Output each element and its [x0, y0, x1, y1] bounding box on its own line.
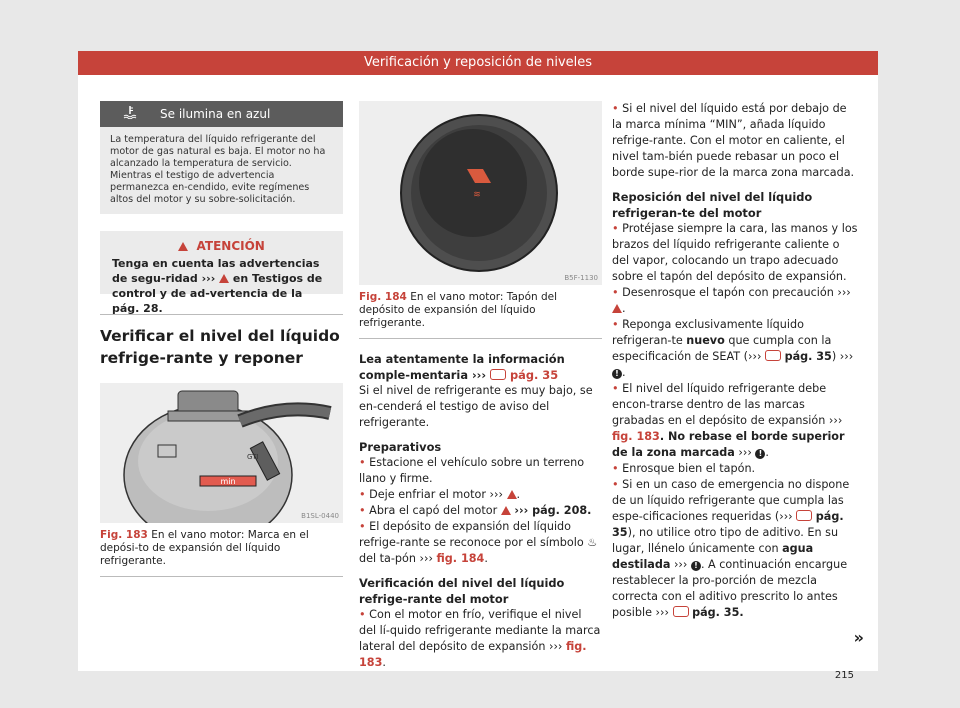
svg-text:GTI: GTI — [247, 453, 259, 461]
warning-triangle-icon — [507, 490, 517, 499]
warning-triangle-icon — [612, 304, 622, 313]
page-number: 215 — [834, 670, 854, 681]
figure-183 — [100, 383, 343, 523]
body-text: • Si el nivel del líquido está por debajo de la marca mínima “MIN”, añada líquido refrige-rante. Con el motor en caliente, el nivel tam-bién puede rebasar un poco el borde supe-rior de la marca zona marcada. Reposición del nivel del líquido refrigeran-te del motor • Protéjase siempre la cara, las manos y los brazos del líquido refrigerante caliente o del vapor, colocando un trapo adecuado sobre el tapón del depósito de expansión. • Desenrosque el tapón con precaución ››› . • Reponga exclusivamente líquido refrigeran-te nuevo que cumpla con la especificación de SEAT (››› pág. 35) ››› ! . • El nivel del líquido refrigerante debe encon-trarse dentro de las marcas grabadas en el depósito de expansión ››› fig. 183. No rebase el borde superior de la zona marcada ››› ! . • Enrosque bien el tapón. • Si en un caso de emergencia no dispone de un líquido refrigerante que cumpla las espe-cificaciones requeridas (››› pág. 35), no utilice otro tipo de aditivo. En su lugar, llénelo únicamente con agua destilada ››› ! . A continuación encargue restablecer la pro-porción de mezcla correcta con el aditivo prescrito lo antes posible ››› pág. 35. — [612, 102, 858, 619]
figure-caption: Fig. 183 En el vano motor: Marca en el depósi-to de expansión del líquido refrigerante. — [100, 529, 343, 577]
column-3 — [612, 101, 860, 621]
continue-mark: » — [853, 628, 864, 647]
notice-icon: ! — [755, 449, 765, 459]
min-mark-label: min — [220, 477, 236, 486]
info-box-text: Mientras el testigo de advertencia permanezca en-cendido, evite regímenes altos del motor y su sobre-solicitación. — [110, 170, 310, 205]
coolant-temperature-icon — [100, 105, 160, 123]
car-book-icon — [796, 510, 812, 521]
reservoir-cap-illustration — [359, 101, 602, 285]
figure-caption: Fig. 184 En el vano motor: Tapón del depósito de expansión del líquido refrigerante. — [359, 291, 602, 339]
warning-box: ATENCIÓN Tenga en cuenta las advertencias de segu-ridad ››› en Testigos de control y de ad-vertencia de la pág. 28. — [100, 228, 343, 294]
figure-184 — [359, 101, 602, 285]
info-box-text: La temperatura del líquido refrigerante del motor de gas natural es baja. El motor no ha alcanzado la temperatura de servicio. — [110, 134, 326, 169]
car-book-icon — [765, 350, 781, 361]
warning-triangle-icon — [501, 506, 511, 515]
figure-id: B5F-1130 — [564, 274, 598, 282]
notice-icon: ! — [612, 369, 622, 379]
svg-text:≋: ≋ — [473, 190, 481, 200]
page-header: Verificación y reposición de niveles — [78, 51, 878, 75]
column-2 — [359, 101, 602, 671]
coolant-cap-symbol-icon: ♨ — [587, 536, 598, 549]
figure-id: B1SL-0440 — [301, 512, 339, 520]
coolant-reservoir-illustration — [100, 383, 343, 523]
warning-title: ATENCIÓN — [196, 239, 265, 253]
info-box-title: Se ilumina en azul — [160, 107, 271, 121]
info-box — [100, 101, 343, 214]
notice-icon: ! — [691, 561, 701, 571]
warning-triangle-icon — [178, 242, 188, 251]
section-title: Verificar el nivel del líquido refrige-rante y reponer — [100, 314, 343, 369]
car-book-icon — [490, 369, 506, 380]
column-1 — [100, 101, 343, 577]
warning-triangle-icon — [219, 274, 229, 283]
manual-page — [78, 51, 878, 681]
car-book-icon — [673, 606, 689, 617]
body-text: Lea atentamente la información comple-mentaria ››› pág. 35 Si el nivel de refrigerante es muy bajo, se en-cenderá el testigo de aviso del refrigerante. Preparativos • Estacione el vehículo sobre un terreno llano y firme. • Deje enfriar el motor ››› . • Abra el capó del motor ››› pág. 208. • El depósito de expansión del líquido refrige-rante se reconoce por el símbolo ♨ del ta-pón ››› fig. 184. Verificación del nivel del líquido refrige-rante del motor • Con el motor en frío, verifique el nivel del lí-quido refrigerante mediante la marca lateral del depósito de expansión ››› fig. 183. — [359, 352, 601, 669]
